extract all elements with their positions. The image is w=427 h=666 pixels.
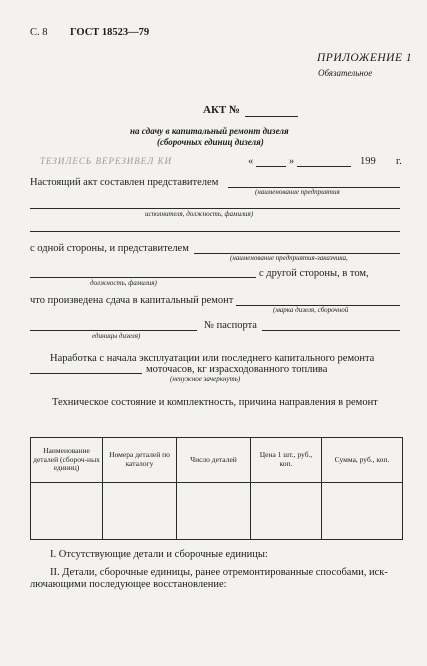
col-header-name: Наименование деталей (сбороч-ных единиц)	[31, 438, 103, 483]
act-subtitle: на сдачу в капитальный ремонт дизеля	[130, 126, 289, 136]
tech-condition-text: Техническое состояние и комплектность, причина направления в ремонт	[52, 397, 378, 408]
col-header-price: Цена 1 шт., руб., коп.	[251, 438, 322, 483]
executor-line	[30, 208, 400, 209]
operating-hours-text: Наработка с начала эксплуатации или последнего капитального ремонта	[50, 353, 375, 364]
one-side-text: с одной стороны, и представителем	[30, 243, 189, 254]
compiled-by-text: Настоящий акт составлен представителем	[30, 177, 219, 188]
hint-cross-out: (ненужное зачеркнуть)	[170, 375, 241, 383]
standard-code: ГОСТ 18523—79	[70, 27, 150, 38]
table-row	[31, 483, 403, 540]
hint-position: должность, фамилия)	[90, 279, 157, 287]
other-side-text: с другой стороны, в том,	[259, 268, 369, 279]
page-number: С. 8	[30, 27, 48, 38]
date-month-line	[297, 166, 351, 167]
operating-hours-line	[30, 373, 142, 374]
customer-details-line	[30, 277, 256, 278]
mandatory-label: Обязательное	[318, 68, 373, 78]
date-day-line	[256, 166, 286, 167]
act-number-line	[245, 116, 298, 117]
repaired-parts-item-cont: лючающими последующее восстановление:	[30, 579, 227, 590]
table-header-row	[31, 438, 403, 483]
col-header-sum: Сумма, руб., коп.	[322, 438, 403, 483]
date-quote-open: «	[248, 156, 254, 167]
hint-customer: (наименование предприятия-заказчика,	[230, 254, 348, 262]
table-cell	[177, 483, 251, 540]
passport-line	[262, 330, 400, 331]
hint-enterprise: (наименование предприятия	[255, 188, 340, 196]
missing-parts-item: I. Отсутствующие детали и сборочные единицы:	[50, 549, 268, 560]
col-header-count: Число деталей	[177, 438, 251, 483]
date-year: 199	[360, 156, 376, 167]
repaired-parts-item: II. Детали, сборочные единицы, ранее отремонтированные способами, иск-	[50, 567, 388, 578]
col-header-catalog: Номера деталей по каталогу	[103, 438, 177, 483]
hint-executor: исполнителя, должность, фамилия)	[145, 210, 254, 218]
act-title: АКТ №	[203, 104, 241, 116]
table-cell	[31, 483, 103, 540]
date-year-suffix: г.	[396, 156, 402, 167]
hint-assembly-unit: единицы дизеля)	[92, 332, 141, 340]
date-place-smudge: ТЕЗИЛЕСЬ ВЕРЕЗИВЕЛ КИ	[40, 156, 173, 166]
parts-table	[30, 437, 403, 540]
passport-label: № паспорта	[204, 320, 257, 331]
appendix-title: ПРИЛОЖЕНИЕ 1	[317, 52, 413, 64]
handed-over-text: что произведена сдача в капитальный ремонт	[30, 295, 234, 306]
hint-engine-model: (марка дизеля, сборочной	[273, 306, 349, 314]
blank-line	[30, 231, 400, 232]
moto-hours-text: моточасов, кг израсходованного топлива	[146, 364, 328, 375]
assembly-unit-line	[30, 330, 197, 331]
date-quote-close: »	[289, 156, 295, 167]
table-cell	[322, 483, 403, 540]
table-cell	[251, 483, 322, 540]
table-cell	[103, 483, 177, 540]
act-subtitle-2: (сборочных единиц дизеля)	[157, 137, 264, 147]
